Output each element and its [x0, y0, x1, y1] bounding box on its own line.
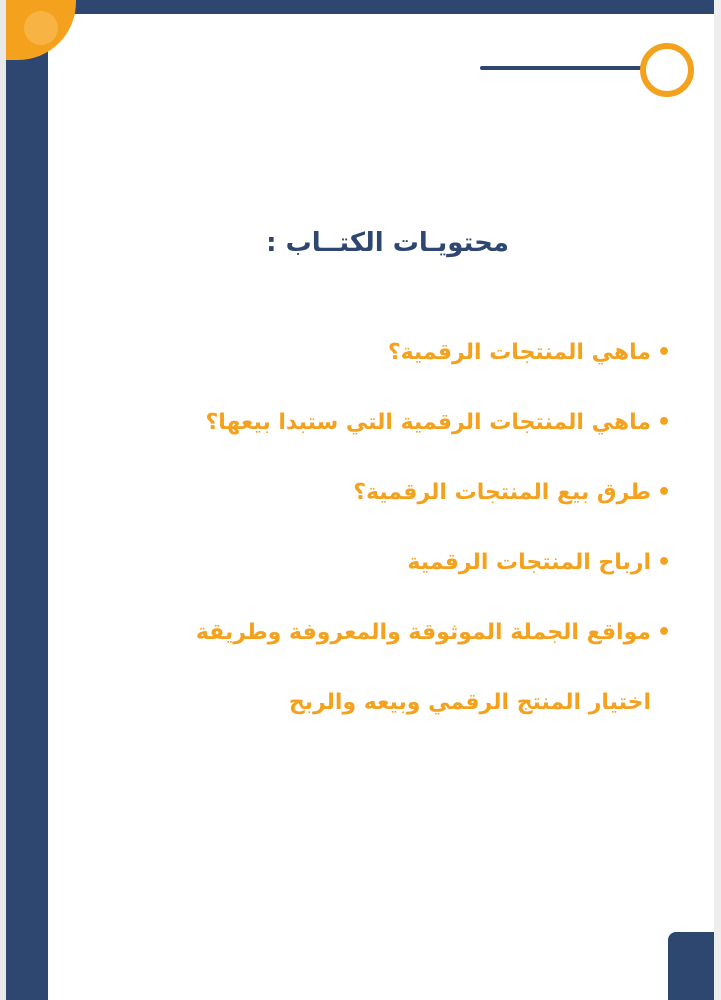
bullet-icon: • [656, 620, 671, 645]
decorative-line [480, 66, 644, 70]
toc-item-continuation [71, 685, 651, 755]
toc-item [71, 475, 671, 545]
toc-item-label: ارباح المنتجات الرقمية [407, 550, 651, 575]
toc-item-label: اختيار المنتج الرقمي وبيعه والربح [288, 690, 651, 715]
bullet-icon: • [656, 550, 671, 575]
toc-item [71, 335, 671, 405]
bullet-icon: • [656, 480, 671, 505]
toc-item [71, 615, 671, 685]
top-decorative-bar [48, 0, 714, 14]
toc-item [71, 545, 671, 615]
page-title: محتويـات الكتــاب : [266, 228, 509, 258]
corner-orange-shape [6, 0, 76, 60]
decorative-ring-icon [640, 43, 694, 97]
toc-item [71, 405, 671, 475]
corner-circle-icon [24, 11, 58, 45]
toc-item-label: مواقع الجملة الموثوقة والمعروفة وطريقة [195, 620, 651, 645]
table-of-contents [71, 335, 671, 755]
toc-item-label: طرق بيع المنتجات الرقمية؟ [353, 480, 651, 505]
toc-item-label: ماهي المنتجات الرقمية التي ستبدا بيعها؟ [205, 410, 651, 435]
right-page-edge [714, 0, 721, 1000]
left-decorative-bar [6, 0, 48, 1000]
toc-item-label: ماهي المنتجات الرقمية؟ [387, 340, 651, 365]
bullet-icon: • [656, 410, 671, 435]
bullet-icon: • [656, 340, 671, 365]
bottom-corner-tab [668, 932, 714, 1000]
